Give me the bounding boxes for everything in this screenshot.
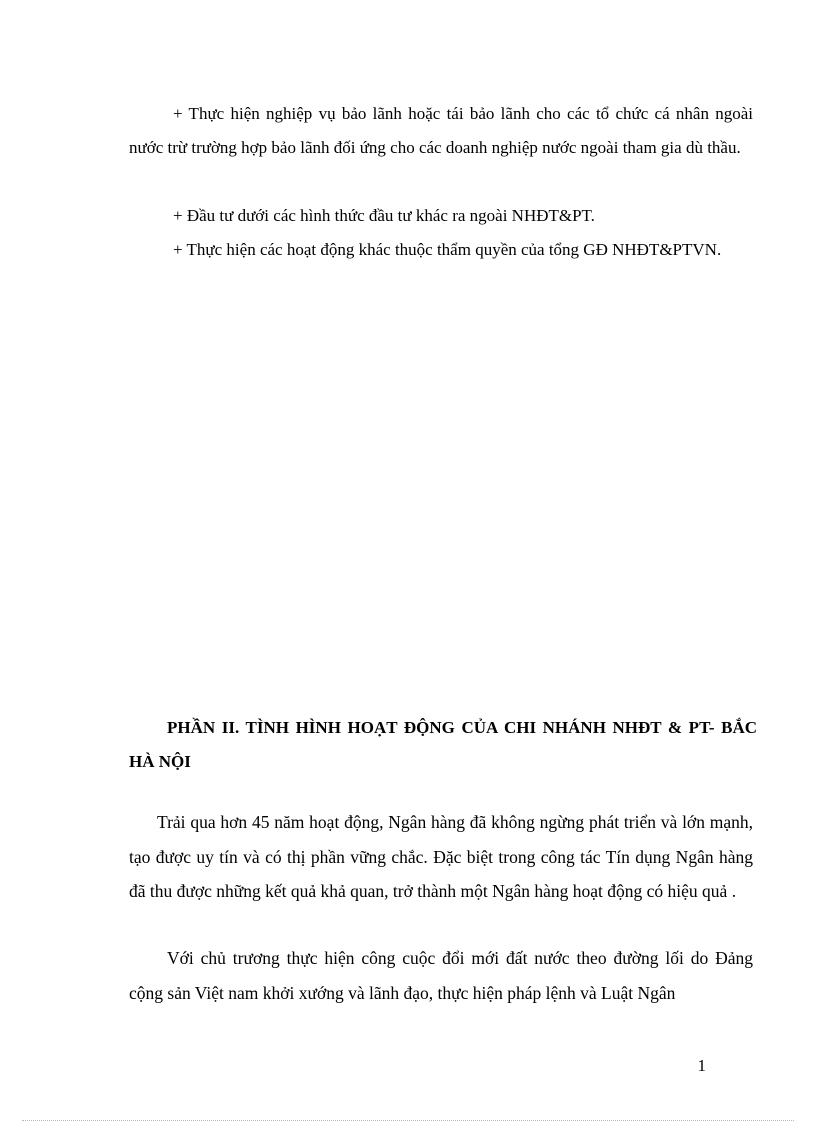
page-number: 1 (697, 1056, 706, 1075)
footer-divider (22, 1120, 794, 1121)
paragraph-other-activities: + Thực hiện các hoạt động khác thuộc thẩm quyền của tổng GĐ NHĐT&PTVN. (173, 240, 722, 259)
paragraph-reform-policy: Với chủ trương thực hiện công cuộc đổi mới đất nước theo đường lối do Đảng cộng sản Việt nam khởi xướng và lãnh đạo, thực hiện pháp lệnh và Luật Ngân (129, 948, 753, 1003)
section-heading: PHẦN II. TÌNH HÌNH HOẠT ĐỘNG CỦA CHI NHÁNH NHĐT & PT- BẮC HÀ NỘI (129, 718, 757, 771)
paragraph-history: Trải qua hơn 45 năm hoạt động, Ngân hàng đã không ngừng phát triển và lớn mạnh, tạo được uy tín và có thị phần vững chắc. Đặc biệt trong công tác Tín dụng Ngân hàng đã thu được những kết quả khả quan, trở thành một Ngân hàng hoạt động có hiệu quả . (129, 812, 753, 901)
paragraph-investment: + Đầu tư dưới các hình thức đầu tư khác ra ngoài NHĐT&PT. (173, 206, 595, 225)
paragraph-guarantee-services: + Thực hiện nghiệp vụ bảo lãnh hoặc tái bảo lãnh cho các tổ chức cá nhân ngoài nước trừ trường hợp bảo lãnh đối ứng cho các doanh nghiệp nước ngoài tham gia dù thầu. (129, 104, 753, 157)
